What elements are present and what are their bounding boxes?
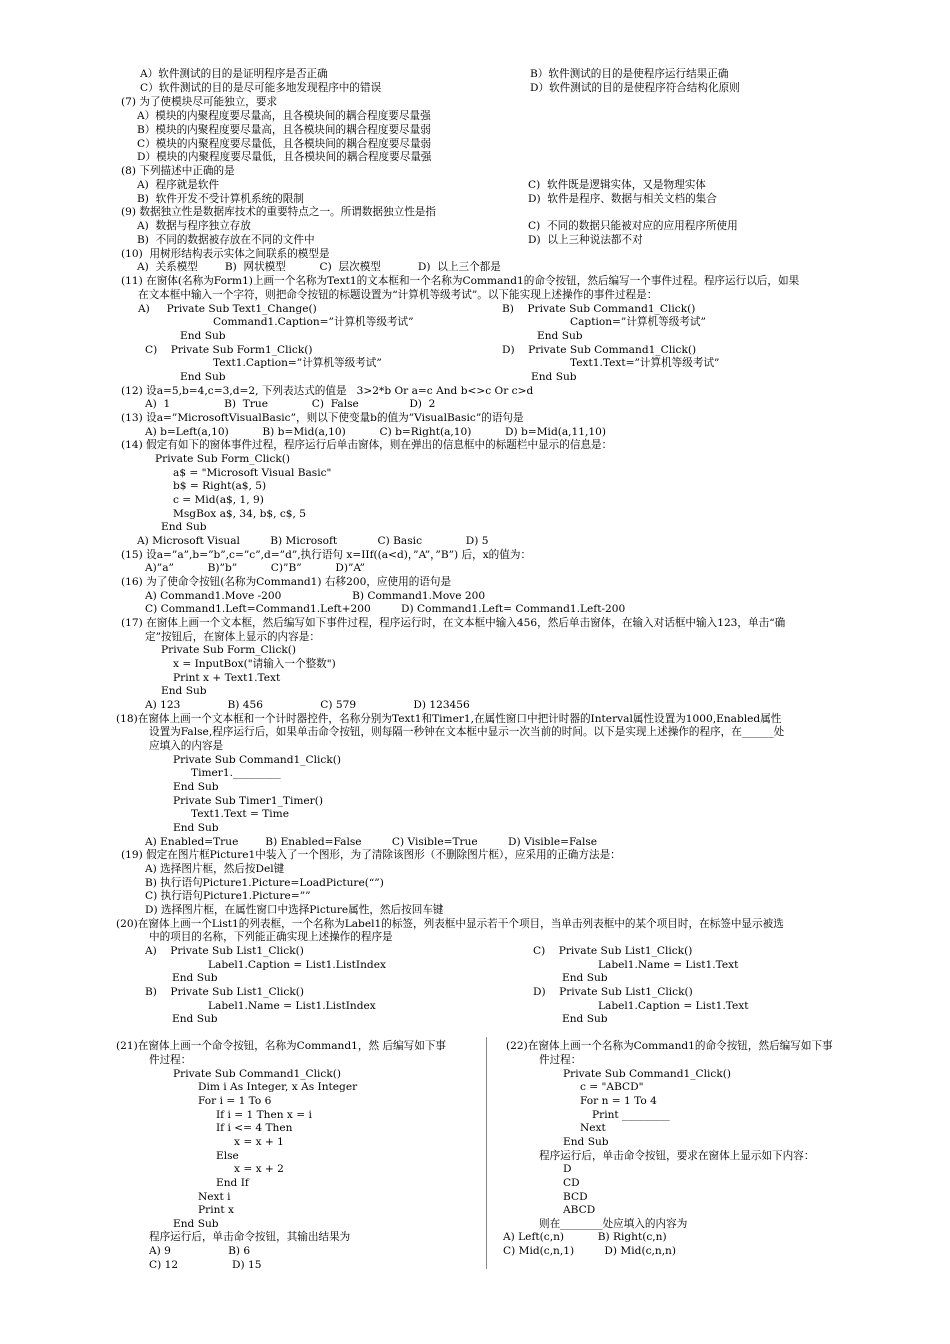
text-line: (20)在窗体上画一个List1的列表框，一个名称为Label1的标签，列表框中显示若干个项目，当单击列表框中的某个项目时，在标签中显示被选 (116, 918, 784, 930)
text-line: C) 执行语句Picture1.Picture=”” (145, 890, 314, 902)
text-line: Text1.Caption=”计算机等级考试” (213, 357, 382, 369)
text-line: (18)在窗体上画一个文本框和一个计时器控件，名称分别为Text1和Timer1,在属性窗口中把计时器的Interval属性设置为1000,Enabled属性 (116, 713, 782, 725)
text-line: Print x (198, 1204, 235, 1216)
text-line: Command1.Caption=”计算机等级考试” (213, 316, 414, 328)
text-line: Label1.Caption = List1.ListIndex (208, 959, 386, 971)
text-line: Label1.Caption = List1.Text (598, 1000, 749, 1012)
text-line: (22)在窗体上画一个名称为Command1的命令按钮，然后编写如下事 (506, 1040, 833, 1052)
text-line: BCD (563, 1191, 588, 1203)
text-line: End Sub (180, 371, 226, 383)
text-line: End Sub (563, 1136, 609, 1148)
text-line: 应填入的内容是 (149, 740, 224, 752)
text-line: End Sub (173, 1218, 219, 1230)
text-line: (17) 在窗体上画一个文本框，然后编写如下事件过程，程序运行时，在文本框中输入456，然后单击窗体，在输入对话框中输入123，单击“确 (121, 617, 786, 629)
text-line: Private Sub Form_Click() (155, 453, 291, 465)
text-line: End Sub (562, 1013, 608, 1025)
text-line: B) Private Sub Command1_Click() (502, 303, 696, 315)
text-line: MsgBox a$, 34, b$, c$, 5 (173, 508, 306, 520)
text-line: Text1.Text=”计算机等级考试” (570, 357, 720, 369)
text-line: Private Sub Timer1_Timer() (173, 795, 323, 807)
column-divider (486, 1037, 487, 1269)
text-line: (10) 用树形结构表示实体之间联系的模型是 (121, 248, 330, 260)
text-line: Private Sub Command1_Click() (173, 754, 342, 766)
text-line: (15) 设a=”a”,b=”b”,c=”c”,d=”d”,执行语句 x=IIf((a<d)，”A”，”B”) 后，x的值为： (121, 549, 532, 561)
text-line: D) 以上三种说法都不对 (528, 234, 643, 246)
text-line: c = "ABCD" (580, 1081, 644, 1093)
text-line: B) 不同的数据被存放在不同的文件中 (137, 234, 315, 246)
text-line: If i = 1 Then x = i (216, 1109, 312, 1121)
text-line: A) b=Left(a,10) B) b=Mid(a,10) C) b=Right(a,10) D) b=Mid(a,11,10) (145, 426, 606, 438)
text-line: 设置为False,程序运行后，如果单击命令按钮，则每隔一秒钟在文本框中显示一次当前的时间。以下是实现上述操作的程序，在______处 (149, 726, 785, 738)
text-line: D) 软件是程序、数据与相关文档的集合 (528, 193, 717, 205)
text-line: A）模块的内聚程度要尽量高，且各模块间的耦合程度要尽量强 (137, 110, 431, 122)
text-line: 程序运行后，单击命令按钮，要求在窗体上显示如下内容： (539, 1150, 815, 1162)
text-line: C) Private Sub List1_Click() (533, 945, 693, 957)
text-line: D) Private Sub Command1_Click() (502, 344, 697, 356)
text-line: ABCD (563, 1204, 596, 1216)
text-line: C) Command1.Left=Command1.Left+200 D) Command1.Left= Command1.Left-200 (145, 603, 626, 615)
text-line: A) 程序就是软件 (137, 179, 220, 191)
text-line: A) Command1.Move -200 B) Command1.Move 200 (145, 590, 486, 602)
text-line: x = x + 1 (234, 1136, 284, 1148)
text-line: Timer1._________ (191, 767, 281, 779)
text-line: D）模块的内聚程度要尽量低，且各模块间的耦合程度要尽量强 (137, 151, 432, 163)
text-line: (9) 数据独立性是数据库技术的重要特点之一。所谓数据独立性是指 (121, 206, 436, 218)
text-line: B）模块的内聚程度要尽量高，且各模块间的耦合程度要尽量弱 (137, 124, 431, 136)
text-line: a$ = "Microsoft Visual Basic" (173, 467, 332, 479)
text-line: Private Sub Form_Click() (161, 644, 297, 656)
text-line: D）软件测试的目的是使程序符合结构化原则 (530, 82, 740, 94)
text-line: B) Private Sub List1_Click() (145, 986, 305, 998)
text-line: x = InputBox("请输入一个整数") (173, 658, 336, 670)
text-line: 程序运行后，单击命令按钮，其输出结果为 (149, 1231, 351, 1243)
text-line: C）模块的内聚程度要尽量低，且各模块间的耦合程度要尽量弱 (137, 138, 432, 150)
text-line: If i <= 4 Then (216, 1122, 293, 1134)
text-line: For i = 1 To 6 (198, 1095, 272, 1107)
text-line: (7) 为了使模块尽可能独立，要求 (121, 96, 278, 108)
text-line: End Sub (531, 371, 577, 383)
text-line: 件过程： (539, 1054, 582, 1066)
text-line: Next (580, 1122, 606, 1134)
text-line: (19) 假定在图片框Picture1中装入了一个图形，为了清除该图形（不删除图片框），应采用的正确方法是： (121, 849, 621, 861)
text-line: (16) 为了使命令按钮(名称为Command1) 右移200，应使用的语句是 (121, 576, 452, 588)
text-line: Dim i As Integer, x As Integer (198, 1081, 358, 1093)
text-line: Private Sub Command1_Click() (563, 1068, 732, 1080)
text-line: C) 12 D) 15 (149, 1259, 262, 1271)
text-line: C) 软件既是逻辑实体，又是物理实体 (528, 179, 706, 191)
text-line: c = Mid(a$, 1, 9) (173, 494, 264, 506)
text-line: A）软件测试的目的是证明程序是否正确 (140, 68, 328, 80)
text-line: B) 软件开发不受计算机系统的限制 (137, 193, 304, 205)
text-line: D (563, 1163, 572, 1175)
text-line: (11) 在窗体(名称为Form1)上画一个名称为Text1的文本框和一个名称为Command1的命令按钮，然后编写一个事件过程。程序运行以后，如果 (121, 275, 800, 287)
text-line: A)”a” B)”b” C)”B” D)”A” (145, 562, 365, 574)
text-line: C) 不同的数据只能被对应的应用程序所使用 (528, 220, 738, 232)
text-line: (12) 设a=5,b=4,c=3,d=2, 下列表达式的值是 3>2*b Or a=c And b<>c Or c>d (121, 385, 534, 397)
text-line: End Sub (173, 822, 219, 834)
text-line: A) Private Sub List1_Click() (145, 945, 304, 957)
text-line: A) 选择图片框，然后按Del键 (145, 863, 285, 875)
text-line: C) Mid(c,n,1) D) Mid(c,n,n) (503, 1245, 677, 1257)
text-line: End Sub (161, 685, 207, 697)
text-line: CD (563, 1177, 580, 1189)
text-line: A) Enabled=True B) Enabled=False C) Visible=True D) Visible=False (145, 836, 598, 848)
text-line: End Sub (180, 330, 226, 342)
text-line: Private Sub Command1_Click() (173, 1068, 342, 1080)
text-line: (14) 假定有如下的窗体事件过程，程序运行后单击窗体，则在弹出的信息框中的标题栏中显示的信息是： (121, 439, 613, 451)
text-line: 中的项目的名称，下列能正确实现上述操作的程序是 (149, 931, 393, 943)
text-line: End Sub (172, 1013, 218, 1025)
text-line: B) 执行语句Picture1.Picture=LoadPicture(“”) (145, 877, 384, 889)
text-line: Label1.Name = List1.ListIndex (208, 1000, 376, 1012)
text-line: End Sub (161, 521, 207, 533)
text-line: A) 9 B) 6 (149, 1245, 251, 1257)
text-line: A) 关系模型 B) 网状模型 C) 层次模型 D) 以上三个都是 (137, 261, 501, 273)
text-line: (13) 设a=”MicrosoftVisualBasic”，则以下使变量b的值为”VisualBasic”的语句是 (121, 412, 524, 424)
text-line: D) Private Sub List1_Click() (533, 986, 693, 998)
text-line: C）软件测试的目的是尽可能多地发现程序中的错误 (140, 82, 382, 94)
text-line: Next i (198, 1191, 231, 1203)
text-line: Print x + Text1.Text (173, 672, 281, 684)
text-line: 在文本框中输入一个字符，则把命令按钮的标题设置为“计算机等级考试”。以下能实现上述操作的事件过程是： (138, 289, 658, 301)
text-line: (21)在窗体上画一个命令按钮，名称为Command1，然 后编写如下事 (116, 1040, 447, 1052)
text-line: A) Left(c,n) B) Right(c,n) (503, 1231, 667, 1243)
text-line: x = x + 2 (234, 1163, 284, 1175)
text-line: (8) 下列描述中正确的是 (121, 165, 235, 177)
text-line: 定”按钮后，在窗体上显示的内容是： (145, 631, 320, 643)
text-line: A) Private Sub Text1_Change() (138, 303, 317, 315)
text-line: Label1.Name = List1.Text (598, 959, 739, 971)
text-line: End Sub (562, 972, 608, 984)
text-line: End If (216, 1177, 249, 1189)
text-line: Print _________ (592, 1109, 670, 1121)
text-line: D) 选择图片框，在属性窗口中选择Picture属性，然后按回车键 (145, 904, 444, 916)
text-line: Caption=”计算机等级考试” (570, 316, 706, 328)
text-line: A) 123 B) 456 C) 579 D) 123456 (145, 699, 470, 711)
text-line: A) Microsoft Visual B) Microsoft C) Basic D) 5 (137, 535, 489, 547)
text-line: Text1.Text = Time (191, 808, 289, 820)
text-line: Else (216, 1150, 239, 1162)
text-line: C) Private Sub Form1_Click() (145, 344, 313, 356)
text-line: b$ = Right(a$, 5) (173, 480, 267, 492)
text-line: 件过程： (149, 1054, 192, 1066)
text-line: For n = 1 To 4 (580, 1095, 657, 1107)
text-line: 则在________处应填入的内容为 (539, 1218, 688, 1230)
text-line: End Sub (173, 781, 219, 793)
text-line: End Sub (172, 972, 218, 984)
text-line: A) 1 B) True C) False D) 2 (145, 398, 436, 410)
text-line: A) 数据与程序独立存放 (137, 220, 251, 232)
text-line: B）软件测试的目的是使程序运行结果正确 (530, 68, 729, 80)
text-line: End Sub (537, 330, 583, 342)
